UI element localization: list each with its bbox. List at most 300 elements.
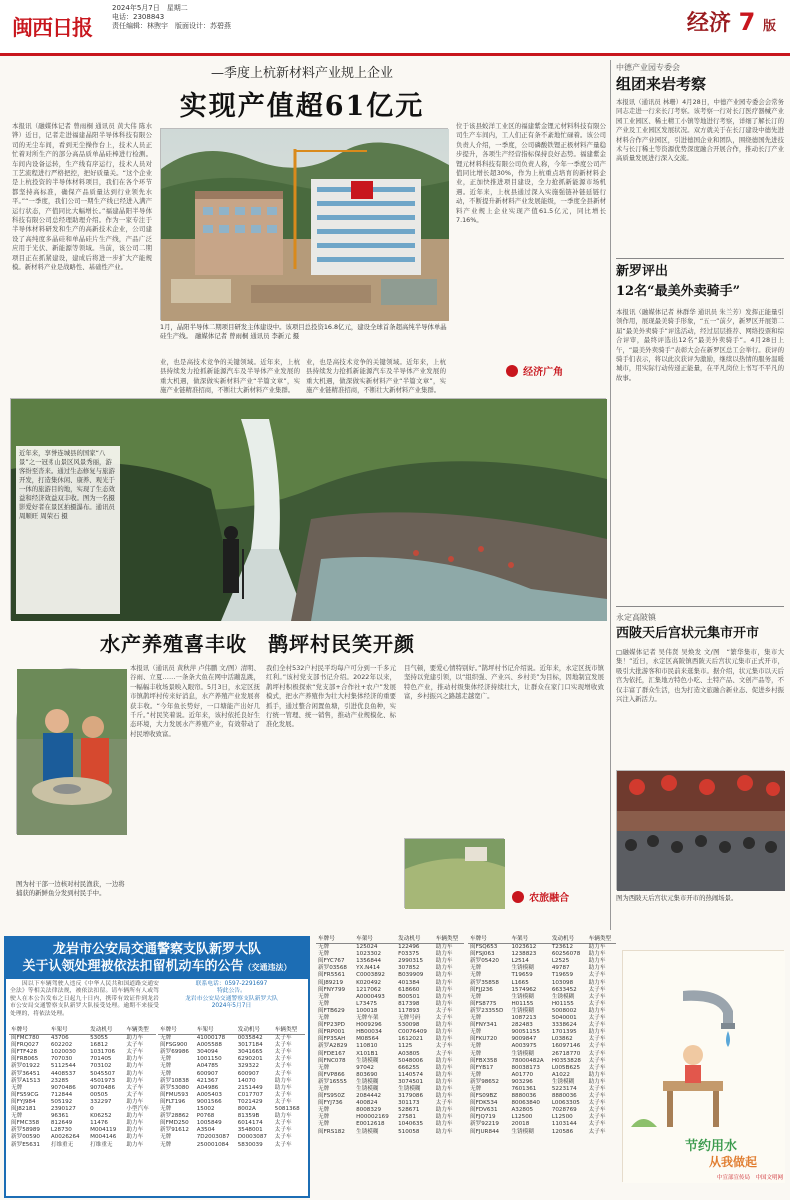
notice-table-b-body — [158, 1035, 305, 1149]
table-cell: 新罗28862 — [160, 1113, 189, 1120]
table-cell: 0035842 — [237, 1035, 263, 1042]
table-cell: 助力车 — [588, 944, 606, 951]
table-cell: 1238823 — [511, 951, 537, 958]
table-row — [158, 1085, 305, 1092]
table-cell: 助力车 — [126, 1035, 144, 1042]
table-cell: 26718770 — [551, 1050, 581, 1057]
table-row — [316, 1001, 464, 1008]
notice-signoff — [159, 981, 304, 1025]
table-cell: 助力车 — [588, 951, 606, 958]
poster-slogan-2: 从我做起 — [709, 1155, 758, 1169]
table-cell: 1001150 — [196, 1056, 222, 1063]
table-row — [9, 1134, 156, 1141]
table-cell: 304094 — [196, 1049, 219, 1056]
table-cell: C0003892 — [356, 972, 385, 979]
table-cell: 无牌 — [318, 1085, 330, 1092]
table-cell: 太子车 — [435, 1007, 453, 1014]
vehicle-table-2-header — [468, 936, 616, 944]
table-cell: 903296 — [511, 1078, 533, 1085]
table-cell: 闽FS09BZ — [470, 1093, 498, 1100]
notice-intro: 因以下车辆驾驶人违反《中华人民共和国道路交通安全法》等相关法律法规，被依法扣留。请车辆所有人或驾驶人在本公告发布之日起九十日内，携带有效证件到龙岩市公安局交通警察支队新罗大队接受处理。逾期不来接受处理的，将依法处理。 — [10, 981, 159, 1017]
table-cell: A32805 — [511, 1107, 534, 1114]
table-cell: 闽FDE167 — [318, 1050, 346, 1057]
table-cell: 1701395 — [551, 1029, 577, 1036]
table-cell: 600907 — [237, 1070, 260, 1077]
table-cell: 助力车 — [435, 1000, 453, 1007]
table-cell: 新罗05420 — [470, 958, 499, 965]
table-row — [158, 1063, 305, 1070]
table-row — [9, 1085, 156, 1092]
table-cell: 助力车 — [435, 979, 453, 986]
table-cell: 无牌 — [470, 972, 482, 979]
table-row — [468, 980, 616, 987]
lead-subtitle: —季度上杭新材料产业规上企业 — [210, 66, 393, 81]
table-cell: A3504 — [196, 1127, 215, 1134]
table-cell: H01155 — [551, 1000, 574, 1007]
r3-body: □融媒体记者 吴伟贤 吴焕发 文/图 “繁华集市，集市大集！”近日，永定区高陂镇西陂天后宫状元集市正式开市，吸引大批游客和市民前来逛集市。据介绍，状元集市以天后宫为依托，汇集地方特色小吃、土特产品、文创产品等，不仅丰富了群众生活，也为打造文旅融合新业态、促进乡村振兴注入新活力。 — [616, 648, 784, 704]
table-cell: 400824 — [356, 1100, 378, 1107]
table-cell: B00501 — [398, 993, 420, 1000]
table-cell: 闽FNC078 — [318, 1057, 346, 1064]
notice-title-main: 关于认领处理被依法扣留机动车的公告 — [22, 959, 244, 974]
table-cell: 助力车 — [588, 979, 606, 986]
table-cell: 闽FRP001 — [318, 1029, 345, 1036]
table-cell: 无牌 — [470, 1085, 482, 1092]
table-row — [468, 1129, 616, 1136]
table-cell: 闽FSG900 — [160, 1042, 188, 1049]
table-row — [9, 1142, 156, 1149]
table-cell: 无牌 — [11, 1113, 23, 1120]
table-cell: 太子车 — [126, 1042, 144, 1049]
table-row — [316, 1008, 464, 1015]
table-cell: 太子车 — [274, 1098, 292, 1105]
market-photo — [616, 770, 784, 890]
table-cell: 太子车 — [435, 1043, 453, 1050]
table-cell: 闽FLT196 — [160, 1098, 186, 1105]
table-row — [316, 1065, 464, 1072]
table-cell: 401384 — [398, 979, 420, 986]
table-cell: 817398 — [398, 1000, 420, 1007]
fish-body-col1: 本报讯（通讯员 黄秋萍 卢伟鹏 文/图）清明、谷雨、立夏……一条条大鱼在网中活蹦乱跳，一幅幅丰收场景映入眼帘。5月3日，永定区抚市镇鹊坪村传来好消息，水产养殖产业发展喜获丰收。“今年鱼长势好，一口塘能产出好几千斤。”村民笑着说。近年来，该村依托良好生态环境，大力发展水产养殖产业，有效带动了村民增收致富。 — [130, 664, 260, 738]
table-cell: 602202 — [50, 1042, 73, 1049]
construction-photo — [160, 128, 448, 320]
table-cell: 20018 — [511, 1121, 530, 1128]
table-cell: 无牌 — [318, 944, 330, 951]
table-cell: 4501973 — [90, 1077, 116, 1084]
table-cell: 太子车 — [126, 1091, 144, 1098]
table-cell: 80063840 — [511, 1100, 540, 1107]
table-cell: 闽FJJ236 — [470, 986, 493, 993]
table-cell: 闽FTF428 — [11, 1049, 38, 1056]
table-cell: A01770 — [511, 1071, 534, 1078]
table-cell: 闽FMC358 — [11, 1120, 40, 1127]
construction-photo-art — [161, 129, 449, 321]
table-cell: 太子车 — [435, 1015, 453, 1022]
table-cell: 0 — [90, 1106, 94, 1113]
table-row — [158, 1071, 305, 1078]
table-cell: A0000493 — [356, 993, 385, 1000]
lead-headline: 实现产值超61亿元 — [179, 91, 425, 122]
table-cell: 117893 — [398, 1007, 420, 1014]
table-cell: H00002169 — [356, 1114, 389, 1121]
table-cell: 无牌 — [318, 1064, 330, 1071]
fish-photo — [16, 668, 126, 834]
table-cell: 新罗35858 — [470, 979, 499, 986]
table-row — [468, 994, 616, 1001]
table-cell: 闽FKU720 — [470, 1036, 498, 1043]
tag-agri-tourism — [512, 886, 602, 904]
table-cell: 太子车 — [435, 1050, 453, 1057]
table-cell: 1140574 — [398, 1071, 424, 1078]
table-cell: 新罗91612 — [160, 1127, 189, 1134]
table-row — [316, 1086, 464, 1093]
table-cell: 11476 — [90, 1120, 108, 1127]
lead-body-col2b: 业，也是高技术竞争的关键领域。近年来，上杭县持续发力抢抓新能源汽车及半导体产业发展的重大机遇，做深做实新材料产业“半篇文章”，实施产业链精准招商，不断壮大新材料产业集群。 — [306, 358, 446, 395]
table-cell: 助力车 — [435, 986, 453, 993]
table-cell: 510058 — [398, 1128, 420, 1135]
table-cell: 闽FMC780 — [11, 1035, 40, 1042]
notice-sign2: 龙岩市公安局交通警察支队新罗大队 — [185, 995, 278, 1002]
table-cell: 无牌 — [470, 1029, 482, 1036]
table-cell: 助力车 — [435, 944, 453, 951]
issue-editors: 责任编辑：林煦宇 版面设计：苏碧燕 — [112, 22, 231, 30]
table-header-cell: 车架号 — [509, 936, 549, 944]
table-cell: 8002A — [237, 1106, 256, 1113]
table-cell: 助力车 — [435, 1036, 453, 1043]
table-cell: 707030 — [50, 1056, 73, 1063]
table-cell: 太子车 — [435, 1100, 453, 1107]
table-row — [468, 1001, 616, 1008]
r-rule-2 — [616, 606, 784, 607]
table-cell: 新罗01922 — [11, 1063, 40, 1070]
table-cell: 新罗23355D — [470, 1007, 504, 1014]
table-header-cell: 车牌号 — [158, 1027, 195, 1035]
table-cell: 803690 — [356, 1071, 378, 1078]
table-cell: 666255 — [398, 1064, 420, 1071]
table-cell: 8880036 — [551, 1093, 577, 1100]
table-cell: 太子车 — [274, 1091, 292, 1098]
table-cell: 329322 — [237, 1063, 260, 1070]
table-cell: 5045507 — [90, 1070, 116, 1077]
right-column-divider — [610, 60, 611, 930]
table-cell: 生锈模糊 — [356, 1085, 379, 1092]
table-cell: 3074501 — [398, 1078, 424, 1085]
notice-table-a-body — [9, 1035, 156, 1149]
notice-title-note: （交通违法） — [243, 963, 292, 972]
table-cell: 太子车 — [588, 1043, 606, 1050]
vehicle-table-1-body — [316, 944, 464, 1136]
table-cell: T19659 — [551, 972, 574, 979]
issue-tel: 电话：2308843 — [112, 13, 165, 21]
table-row — [468, 1072, 616, 1079]
notice-tables — [6, 1027, 308, 1149]
table-cell: 闽FYJ984 — [11, 1098, 36, 1105]
table-cell: 3338624 — [551, 1022, 577, 1029]
table-header-cell: 车牌号 — [468, 936, 509, 944]
table-cell: 闽FVP866 — [318, 1071, 345, 1078]
table-cell: 1020030 — [50, 1049, 76, 1056]
table-row — [158, 1134, 305, 1141]
table-cell: 太子车 — [274, 1141, 292, 1148]
table-cell: T23612 — [551, 944, 574, 951]
table-cell: L1665 — [511, 979, 529, 986]
table-header-cell: 车牌号 — [9, 1027, 49, 1035]
table-header-cell: 车架号 — [49, 1027, 88, 1035]
table-cell: HB00034 — [356, 1029, 382, 1036]
table-cell: 闽FYB17 — [470, 1064, 494, 1071]
table-cell: 生锈模糊 — [551, 993, 575, 1000]
table-cell: 太子车 — [588, 1050, 606, 1057]
table-cell: 生锈模糊 — [356, 1078, 379, 1085]
notice-table-b — [158, 1027, 305, 1149]
vehicle-table-2 — [468, 936, 616, 1136]
table-cell: M004119 — [90, 1127, 117, 1134]
r1-headline: 组团来岩考察 — [616, 75, 707, 93]
section-label — [687, 6, 776, 37]
table-cell: 301173 — [398, 1100, 420, 1107]
table-cell: 27581 — [398, 1114, 416, 1121]
section-title: 经济 — [686, 11, 731, 36]
table-cell: 332297 — [90, 1098, 112, 1105]
table-cell: 7601361 — [511, 1085, 537, 1092]
table-cell: 41000178 — [196, 1035, 226, 1042]
table-cell: K020492 — [356, 979, 382, 986]
tag-dot-icon-2 — [512, 891, 524, 903]
table-cell: 太子车 — [588, 986, 606, 993]
table-cell: 助力车 — [126, 1056, 144, 1063]
table-row — [316, 1058, 464, 1065]
table-cell: 1087213 — [511, 1015, 537, 1022]
table-cell: 110810 — [356, 1043, 378, 1050]
table-cell: 闽FSJ063 — [470, 951, 495, 958]
table-cell: 新罗58989 — [11, 1127, 40, 1134]
water-saving-poster — [622, 950, 784, 1182]
table-cell: 太子车 — [126, 1049, 144, 1056]
table-cell: A003975 — [511, 1043, 537, 1050]
table-row — [158, 1142, 305, 1149]
table-cell: 无牌号码 — [398, 1015, 421, 1022]
table-cell: 无牌 — [318, 993, 330, 1000]
table-cell: 125024 — [356, 944, 378, 951]
lead-body-col2: 业，也是高技术竞争的关键领域。近年来，上杭县持续发力抢抓新能源汽车及半导体产业发展的重大机遇，做深做实新材料产业“半篇文章”，实施产业链精准招商，不断壮大新材料产业集群。 — [160, 358, 300, 395]
table-cell: 96361 — [50, 1113, 69, 1120]
table-cell: 新罗10838 — [160, 1077, 189, 1084]
table-cell: 5048006 — [398, 1057, 424, 1064]
table-cell: 无牌 — [470, 1071, 482, 1078]
table-cell: 无牌 — [160, 1141, 172, 1148]
table-cell: H0353828 — [551, 1057, 581, 1064]
notice-table-a — [9, 1027, 156, 1149]
table-cell: 闽FRQ027 — [11, 1042, 39, 1049]
table-cell: 助力车 — [588, 1078, 606, 1085]
table-cell: 新罗16555 — [318, 1078, 347, 1085]
notice-table-a-header — [9, 1027, 156, 1035]
lead-body-col1: 本报讯（融媒体记者 曾雨桐 通讯员 黄大伟 陈水铧）近日，记者走进福建晶阳半导体科技有限公司的无尘车间，看到无尘操作台上，技术人员正忙着对所生产的部分高品质单晶硅棒进行检测。车间内设备运转，生产线有序运行，技术人员对工艺流程进行严格把控，把好质量关。“这个企业是上杭投资的半导体材料项目，我们在各个环节都坚持高标准，确保产品质量达到行业领先水平。”“一季度，我们公司一期生产线已经进入满产运行状态，产值同比大幅增长。”福建晶阳半导体科技有限公司总经理助理介绍。作为一家专注于半导体材料研发和生产的高新技术企业，公司建设了高纯度多晶硅和单晶硅片生产线，产品广泛应用于光伏、新能源等领域。当前，该公司二期项目正在抓紧建设，建成后将进一步扩大产能规模。新材料产业是战略性、基础性产业。 — [12, 122, 152, 272]
table-cell: 6633452 — [551, 986, 577, 993]
table-row — [158, 1078, 305, 1085]
table-cell: 助力车 — [435, 1057, 453, 1064]
table-cell: 闽FRB065 — [11, 1056, 39, 1063]
issue-meta — [112, 4, 312, 31]
table-cell: 无牌 — [470, 1015, 482, 1022]
table-cell: 15002 — [196, 1106, 215, 1113]
table-cell: A1022 — [551, 1071, 570, 1078]
table-cell: 助力车 — [126, 1063, 144, 1070]
fields-photo — [404, 838, 504, 908]
table-cell: 2151449 — [237, 1084, 263, 1091]
poster-slogan-1: 节约用水 — [685, 1139, 738, 1154]
table-cell: 无牌 — [318, 1000, 330, 1007]
table-cell: 助力车 — [126, 1134, 144, 1141]
table-cell: 1574962 — [511, 986, 537, 993]
table-cell: 5081368 — [274, 1106, 300, 1113]
table-cell: 太子车 — [274, 1035, 292, 1042]
table-cell: 闽FP23PD — [318, 1022, 345, 1029]
table-cell: 助力车 — [126, 1098, 144, 1105]
table-cell: K06252 — [90, 1113, 112, 1120]
table-row — [316, 1079, 464, 1086]
table-cell: 无牌 — [160, 1106, 172, 1113]
table-cell: 49787 — [551, 965, 570, 972]
table-cell: E0012618 — [356, 1121, 385, 1128]
table-cell: 16097146 — [551, 1043, 581, 1050]
table-cell: 618660 — [398, 986, 420, 993]
table-header-cell: 车架号 — [354, 936, 396, 944]
table-cell: 闽FTB629 — [318, 1007, 345, 1014]
tag-agri-tourism-label: 农旅融合 — [529, 893, 570, 904]
vehicle-table-1-header — [316, 936, 464, 944]
table-cell: 2390127 — [50, 1106, 76, 1113]
r1-body: 本报讯（通讯员 林珊）4月28日，中德产业园专委会会常务同志走进一行来长汀考察。该考察一行对长汀医疗器械产业园工业园区、稀土精工小镇等地进行考察，详细了解长汀的产业及工业园区发展状况。双方就关于在长汀建设中德先进材料合作产业园区，引进德国企业和团队，围绕德国先进技术与长汀稀土等资源优势深度融合开展合作，推动长汀产业高质量发展进行深入交流。 — [616, 98, 784, 163]
table-cell: L12500 — [551, 1114, 573, 1121]
table-cell: 助力车 — [435, 1029, 453, 1036]
table-cell: 5040001 — [551, 1015, 577, 1022]
table-row — [468, 1065, 616, 1072]
table-cell: 00505 — [90, 1091, 108, 1098]
table-cell: 太子车 — [588, 1057, 606, 1064]
table-header-cell: 车辆类型 — [124, 1027, 156, 1035]
table-cell: 无牌 — [470, 1050, 482, 1057]
table-cell: 无牌 — [160, 1070, 172, 1077]
table-cell: 9001566 — [196, 1098, 222, 1105]
table-cell: 无牌 — [470, 1043, 482, 1050]
table-cell: 5008002 — [551, 1007, 577, 1014]
table-cell: P0768 — [196, 1113, 215, 1120]
table-cell: 7D2003087 — [196, 1134, 230, 1141]
table-cell: 闽FJUR844 — [470, 1128, 500, 1135]
table-cell: 闽FYC767 — [318, 958, 345, 965]
tag-economy-angle — [506, 360, 602, 378]
table-cell: 助力车 — [435, 951, 453, 958]
table-cell: A04785 — [196, 1063, 219, 1070]
table-cell: 无牌 — [11, 1084, 23, 1091]
table-header-cell: 发动机号 — [88, 1027, 124, 1035]
table-cell: 太子车 — [588, 1036, 606, 1043]
table-cell: 新罗98652 — [470, 1078, 499, 1085]
table-cell: A005403 — [196, 1091, 222, 1098]
notice-sign1: 特此公告。 — [216, 988, 246, 995]
table-cell: 太子车 — [274, 1056, 292, 1063]
table-cell: 太子车 — [588, 1121, 606, 1128]
table-cell: 助力车 — [435, 1064, 453, 1071]
table-row — [9, 1063, 156, 1070]
table-cell: 703102 — [90, 1063, 112, 1070]
table-cell: 闽FNY341 — [470, 1022, 498, 1029]
table-cell: L005B625 — [551, 1064, 581, 1071]
table-cell: 生锈模糊 — [511, 965, 534, 972]
table-cell: 5112544 — [50, 1063, 76, 1070]
table-cell: 81359B — [237, 1113, 260, 1120]
table-cell: 7028769 — [551, 1107, 577, 1114]
table-cell: H01155 — [511, 1000, 534, 1007]
table-row — [468, 1058, 616, 1065]
table-header-cell: 车辆类型 — [434, 936, 464, 944]
table-cell: 打维重无 — [90, 1141, 113, 1148]
table-cell: 助力车 — [435, 1114, 453, 1121]
table-row — [316, 1051, 464, 1058]
traffic-notice — [4, 936, 310, 1198]
table-cell: 闽FDV631 — [470, 1107, 498, 1114]
r1-kicker: 中德产业园专委会 — [616, 63, 680, 72]
table-cell: 新罗E5631 — [11, 1141, 40, 1148]
waterfall-photo-caption: 近年来，享誉连城县的国家“八景”之一冠豸山景区风景秀丽，游客纷至沓来。通过生态修复与旅游开发，打造集休闲、康养、观光于一体的旅游目的地，实现了生态效益和经济效益双丰收。图为一名摄影爱好者在景区拍摄瀑布。通讯员 周顺旺 周荣石 摄 — [16, 446, 120, 614]
table-cell: 新罗03568 — [318, 965, 347, 972]
table-cell: 新罗53080 — [160, 1084, 189, 1091]
table-cell: 530098 — [398, 1022, 420, 1029]
poster-credit: 中宣部宣传局 中国文明网 — [716, 1175, 783, 1181]
table-cell: 23285 — [50, 1077, 69, 1084]
table-header-cell: 发动机号 — [236, 1027, 273, 1035]
table-cell: 助力车 — [435, 1093, 453, 1100]
table-cell: 6290201 — [237, 1056, 263, 1063]
table-cell: 助力车 — [588, 1029, 606, 1036]
table-cell: 闽FMD250 — [160, 1120, 189, 1127]
table-cell: C017707 — [237, 1091, 263, 1098]
table-row — [468, 1008, 616, 1015]
table-cell: 闽FSQ653 — [470, 944, 498, 951]
table-cell: 2990315 — [398, 958, 424, 965]
table-cell: 助力车 — [435, 993, 453, 1000]
fish-headline: 水产养殖喜丰收 鹊坪村民笑开颜 — [100, 632, 415, 656]
table-cell: 6014174 — [237, 1120, 263, 1127]
table-cell: 97042 — [356, 1064, 374, 1071]
table-cell: 无牌 — [318, 951, 330, 958]
page-number: 7 — [738, 8, 756, 36]
table-cell: 1023612 — [511, 944, 537, 951]
table-cell: M08564 — [356, 1036, 379, 1043]
fish-photo-caption: 图为村干部一边核对村民渔获，一边将捕获的新鲜鱼分发到村民手中。 — [16, 880, 125, 897]
table-cell: 太子车 — [588, 1022, 606, 1029]
table-row — [158, 1092, 305, 1099]
vehicle-list-1 — [316, 936, 464, 1198]
table-cell: 闽J82181 — [11, 1106, 37, 1113]
table-cell: 78000482A — [511, 1057, 544, 1064]
table-header-cell: 车辆类型 — [587, 936, 616, 944]
table-row — [316, 1121, 464, 1128]
table-cell: 闽FS950Z — [318, 1093, 345, 1100]
table-cell: 712844 — [50, 1091, 73, 1098]
table-cell: 新罗A2829 — [318, 1043, 348, 1050]
r3-headline: 西陂天后宫状元集市开市 — [616, 626, 760, 641]
table-cell: 2084442 — [356, 1093, 382, 1100]
r2-headline: 12名“最美外卖骑手” — [616, 284, 741, 299]
table-cell: 太子车 — [274, 1127, 292, 1134]
lead-body-col3: 位于该县蛟洋工业区的福建紫金锂元材料科技有限公司生产车间内，工人们正有条不紊地忙碌着。该公司负责人介绍，一季度，公司磷酸铁锂正极材料产量稳步提升，各项生产经营指标保持良好态势。福建紫金锂元材料科技有限公司负责人称，今年一季度公司产值同比增长超30%，作为上杭重点培育的新材料企业，正加快推进项目建设，全力抢抓新能源市场机遇。近年来，上杭县通过深入实施强链补链延链行动，不断提升新材料产业发展能级，一季度全县新材料产业规上企业实现产值61.5亿元，同比增长7.16%。 — [456, 122, 606, 225]
table-cell: 新罗A1513 — [11, 1077, 41, 1084]
table-cell: 助力车 — [274, 1113, 292, 1120]
issue-date: 2024年5月7日 星期二 — [112, 4, 188, 12]
table-cell: 助力车 — [435, 1128, 453, 1135]
